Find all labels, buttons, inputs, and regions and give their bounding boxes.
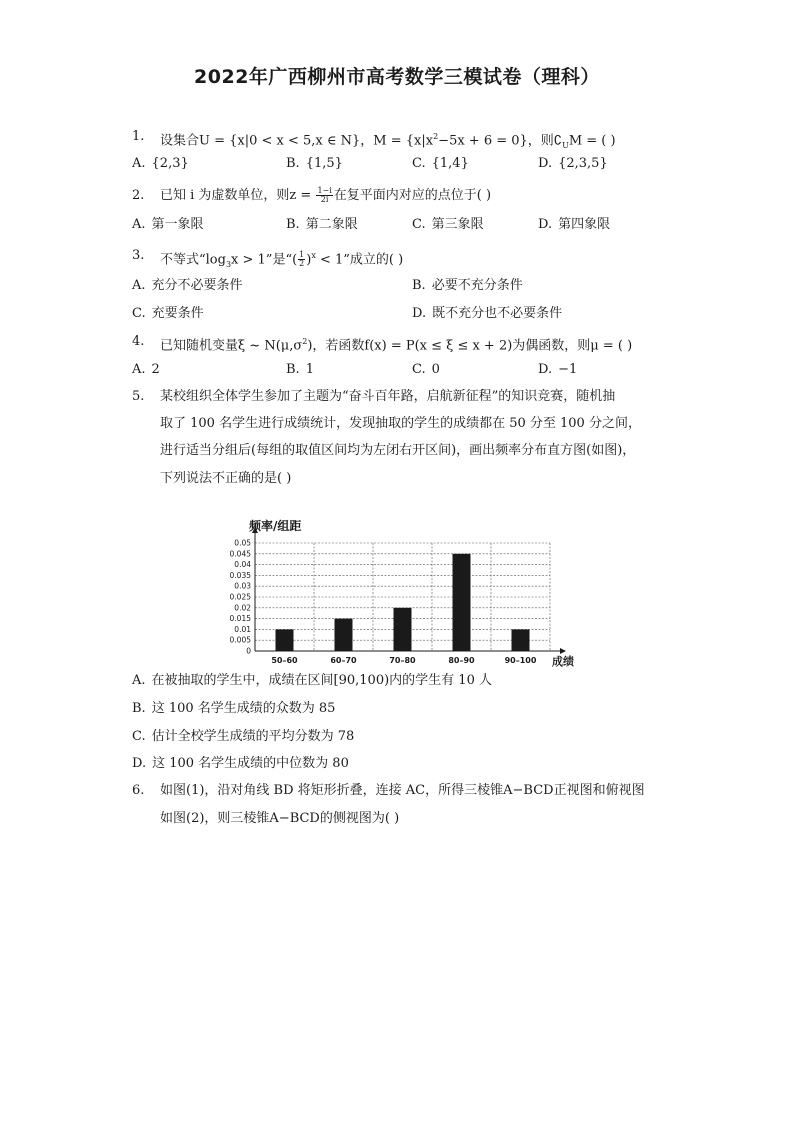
question-stem-line: 取了 100 名学生进行成绩统计，发现抽取的学生的成绩都在 50 分至 100 分之间， <box>160 416 641 431</box>
option-b[interactable] <box>286 155 343 173</box>
option-text: 第一象限 <box>151 217 204 232</box>
stem-part: x > 1”是“( <box>231 252 298 268</box>
option-letter: B. <box>286 217 300 232</box>
option-text: 充分不必要条件 <box>151 278 243 293</box>
y-tick-label: 0.01 <box>234 624 251 634</box>
option-letter: B. <box>286 156 300 171</box>
stem-part: −5x + 6 = 0}，则∁ <box>438 133 563 149</box>
option-letter: A. <box>132 278 146 293</box>
histogram-bar <box>276 629 294 651</box>
option-text: 第四象限 <box>558 217 611 232</box>
fraction-denominator: 2 <box>299 259 305 269</box>
question-stem-line: 下列说法不正确的是( ) <box>160 471 292 486</box>
option-a[interactable] <box>132 216 204 234</box>
option-text: 第三象限 <box>431 217 484 232</box>
question-stem-line: 某校组织全体学生参加了主题为“奋斗百年路，启航新征程”的知识竞赛，随机抽 <box>160 389 616 404</box>
option-letter: A. <box>132 156 146 171</box>
x-tick-label: 50–60 <box>271 656 298 665</box>
stem-subscript: U <box>562 140 569 150</box>
option-c[interactable] <box>412 216 484 234</box>
option-c[interactable] <box>132 728 354 746</box>
option-text: {2,3,5} <box>558 156 608 171</box>
option-text: 第二象限 <box>305 217 358 232</box>
option-letter: D. <box>538 362 553 377</box>
option-letter: C. <box>132 729 146 744</box>
question-stem-line: 如图(1)，沿对角线 BD 将矩形折叠，连接 AC，所得三棱锥A−BCD正视图和俯视图 <box>160 783 645 798</box>
stem-part: 不等式“log <box>160 252 226 268</box>
histogram-bar <box>394 608 412 651</box>
option-letter: A. <box>132 673 146 688</box>
option-text: 这 100 名学生成绩的众数为 85 <box>151 701 336 716</box>
option-d[interactable] <box>538 361 577 379</box>
question-number: 1. <box>132 129 145 144</box>
stem-superscript: 2 <box>302 337 308 346</box>
y-tick-label: 0.02 <box>234 603 251 613</box>
option-letter: A. <box>132 362 146 377</box>
histogram-bar <box>335 619 353 651</box>
frequency-histogram <box>205 515 575 673</box>
stem-part: 在复平面内对应的点位于( ) <box>333 188 492 203</box>
y-tick-label: 0.025 <box>229 592 251 602</box>
y-tick-label: 0.005 <box>229 635 251 645</box>
option-d[interactable] <box>538 216 610 234</box>
option-b[interactable] <box>286 361 314 379</box>
x-axis-arrow <box>560 648 566 654</box>
stem-part: < 1”成立的( ) <box>315 252 404 268</box>
stem-part: M = ( ) <box>568 133 616 149</box>
option-text: 既不充分也不必要条件 <box>432 306 563 321</box>
question-number: 2. <box>132 188 145 203</box>
option-text: −1 <box>558 362 578 377</box>
option-text: 2 <box>151 362 160 377</box>
option-c[interactable] <box>132 305 204 323</box>
y-tick-label: 0.05 <box>234 538 251 548</box>
y-tick-label: 0.04 <box>234 560 251 570</box>
y-tick-label: 0.035 <box>229 570 251 580</box>
option-a[interactable] <box>132 672 492 690</box>
option-letter: D. <box>412 306 427 321</box>
option-d[interactable] <box>132 755 349 773</box>
option-letter: C. <box>412 217 426 232</box>
question-stem-line: 进行适当分组后(每组的取值区间均为左闭右开区间)，画出频率分布直方图(如图)， <box>160 443 636 458</box>
option-c[interactable] <box>412 361 440 379</box>
question-number: 5. <box>132 389 145 404</box>
option-text: 必要不充分条件 <box>431 278 523 293</box>
option-letter: C. <box>412 362 426 377</box>
option-text: 在被抽取的学生中，成绩在区间[90,100)内的学生有 10 人 <box>151 673 492 688</box>
stem-part: )，若函数f(x) = P(x ≤ ξ ≤ x + 2)为偶函数，则μ = ( ) <box>307 338 633 354</box>
x-tick-label: 60–70 <box>330 656 357 665</box>
stem-subscript: 3 <box>225 259 232 269</box>
option-letter: B. <box>132 701 146 716</box>
option-letter: C. <box>132 306 146 321</box>
page-title: 2022年广西柳州市高考数学三模试卷（理科） <box>194 66 600 88</box>
stem-part: 设集合U = {x|0 < x < 5,x ∈ N}，M = {x|x <box>160 133 434 149</box>
option-text: {2,3} <box>151 156 189 171</box>
histogram-bar <box>453 554 471 651</box>
fraction-denominator: 2i <box>320 195 329 204</box>
option-a[interactable] <box>132 155 189 173</box>
option-a[interactable] <box>132 361 160 379</box>
option-letter: D. <box>538 156 553 171</box>
option-c[interactable] <box>412 155 469 173</box>
option-d[interactable] <box>412 305 562 323</box>
question-stem <box>160 128 616 155</box>
stem-part: ) <box>306 252 312 268</box>
y-tick-label: 0.045 <box>229 549 251 559</box>
stem-part: 已知随机变量ξ ~ N(μ,σ <box>160 338 303 354</box>
x-axis-title: 成绩 <box>552 655 574 668</box>
fraction-numerator: 1−i <box>317 186 332 195</box>
question-stem <box>160 247 403 274</box>
question-stem <box>160 187 491 205</box>
option-text: {1,4} <box>431 156 469 171</box>
option-b[interactable] <box>132 700 335 718</box>
y-tick-label: 0.03 <box>234 581 251 591</box>
option-letter: B. <box>286 362 300 377</box>
fraction <box>316 187 332 204</box>
x-tick-label: 80–90 <box>448 656 475 665</box>
stem-superscript: x <box>311 251 316 260</box>
option-letter: B. <box>412 278 426 293</box>
option-text: 1 <box>305 362 314 377</box>
option-text: 充要条件 <box>151 306 204 321</box>
option-text: {1,5} <box>305 156 343 171</box>
question-number: 6. <box>132 783 145 798</box>
option-letter: D. <box>132 756 147 771</box>
y-axis-title: 频率/组距 <box>249 519 302 533</box>
option-text: 估计全校学生成绩的平均分数为 78 <box>151 729 355 744</box>
histogram-bar <box>512 629 530 651</box>
x-tick-label: 70–80 <box>389 656 416 665</box>
y-tick-label: 0.015 <box>229 614 251 624</box>
option-letter: D. <box>538 217 553 232</box>
option-letter: C. <box>412 156 426 171</box>
option-b[interactable] <box>412 277 523 295</box>
option-a[interactable] <box>132 277 243 295</box>
option-b[interactable] <box>286 216 358 234</box>
y-tick-label: 0 <box>246 646 251 656</box>
option-d[interactable] <box>538 155 608 173</box>
fraction <box>298 251 305 268</box>
option-text: 这 100 名学生成绩的中位数为 80 <box>152 756 349 771</box>
stem-part: 已知 i 为虚数单位，则z = <box>160 188 316 203</box>
option-text: 0 <box>431 362 440 377</box>
x-tick-label: 90–100 <box>504 656 537 665</box>
question-stem <box>160 333 632 355</box>
option-letter: A. <box>132 217 146 232</box>
stem-superscript: 2 <box>433 132 439 141</box>
fraction-numerator: 1 <box>299 250 305 260</box>
question-number: 4. <box>132 334 145 349</box>
question-number: 3. <box>132 248 145 263</box>
question-stem-line: 如图(2)，则三棱锥A−BCD的侧视图为( ) <box>160 811 400 826</box>
